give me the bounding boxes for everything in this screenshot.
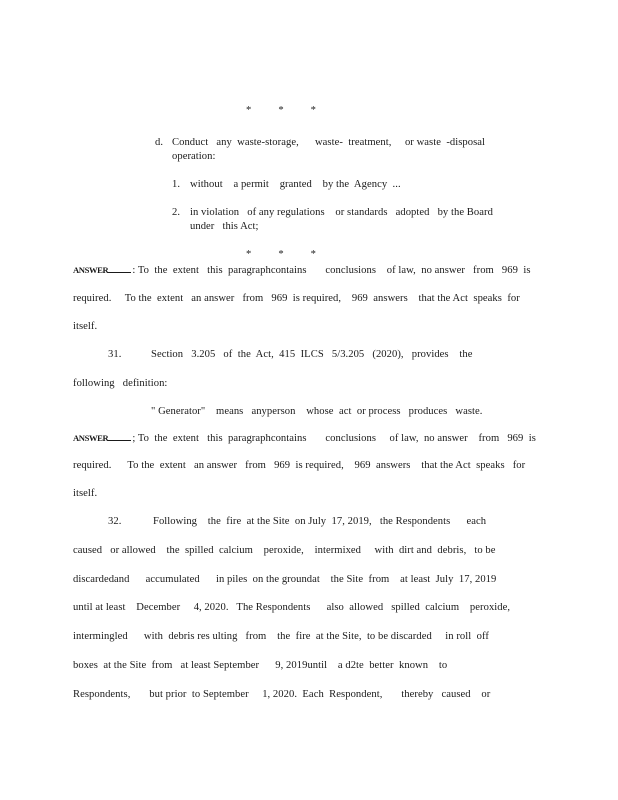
paragraph-text-line: caused or allowed the spilled calcium peroxide, intermixed with dirt and debris, to be — [73, 545, 496, 556]
answer-line-2: required. To the extent an answer from 969 is required, 969 answers that the Act speaks for — [73, 293, 520, 304]
answer-line-1 — [73, 264, 531, 277]
item-d-label: d. — [155, 137, 164, 148]
paragraph-text-line: intermingled with debris res ulting from the fire at the Site, to be discarded in roll off — [73, 631, 489, 642]
paragraph-text-line1: Section 3.205 of the Act, 415 ILCS 5/3.205 (2020), provides the — [151, 349, 473, 360]
answer-text: : To the extent this paragraphcontains conclusions of law, no answer from 969 is — [132, 265, 531, 276]
paragraph-text-line: discardedand accumulated in piles on the groundat the Site from at least July 17, 2019 — [73, 574, 497, 585]
answer-line-3: itself. — [73, 321, 98, 332]
ellipsis-stars-top: * * * — [246, 105, 317, 116]
answer-text: ; To the extent this paragraphcontains conclusions of law, no answer from 969 is — [132, 433, 536, 444]
subitem-label: 2. — [172, 207, 181, 218]
answer-label: ANSWER — [73, 265, 109, 275]
subitem-label: 1. — [172, 179, 181, 190]
answer-underline — [108, 440, 131, 441]
paragraph-number: 32. — [108, 516, 122, 527]
item-d-text-line1: Conduct any waste-storage, waste- treatment, or waste -disposal — [172, 137, 486, 148]
paragraph-text-line: boxes at the Site from at least September 9, 2019until a d2te better known to — [73, 660, 448, 671]
answer-line-3: itself. — [73, 488, 98, 499]
answer-line-1 — [73, 432, 536, 445]
subitem-text: without a permit granted by the Agency ... — [190, 179, 401, 190]
definition-quote: " Generator" means anyperson whose act or process produces waste. — [151, 406, 483, 417]
answer-line-2: required. To the extent an answer from 969 is required, 969 answers that the Act speaks for — [73, 460, 526, 471]
paragraph-text-line: Respondents, but prior to September 1, 2020. Each Respondent, thereby caused or — [73, 689, 491, 700]
item-d-text-line2: operation: — [172, 151, 216, 162]
ellipsis-stars-mid: * * * — [246, 249, 317, 260]
paragraph-text-line2: following definition: — [73, 378, 168, 389]
answer-label: ANSWER — [73, 433, 109, 443]
subitem-text: under this Act; — [190, 221, 259, 232]
answer-underline — [108, 272, 131, 273]
paragraph-number: 31. — [108, 349, 122, 360]
subitem-text: in violation of any regulations or standards adopted by the Board — [190, 207, 493, 218]
paragraph-text-line: Following the fire at the Site on July 17, 2019, the Respondents each — [153, 516, 487, 527]
paragraph-text-line: until at least December 4, 2020. The Respondents also allowed spilled calcium peroxide, — [73, 602, 511, 613]
